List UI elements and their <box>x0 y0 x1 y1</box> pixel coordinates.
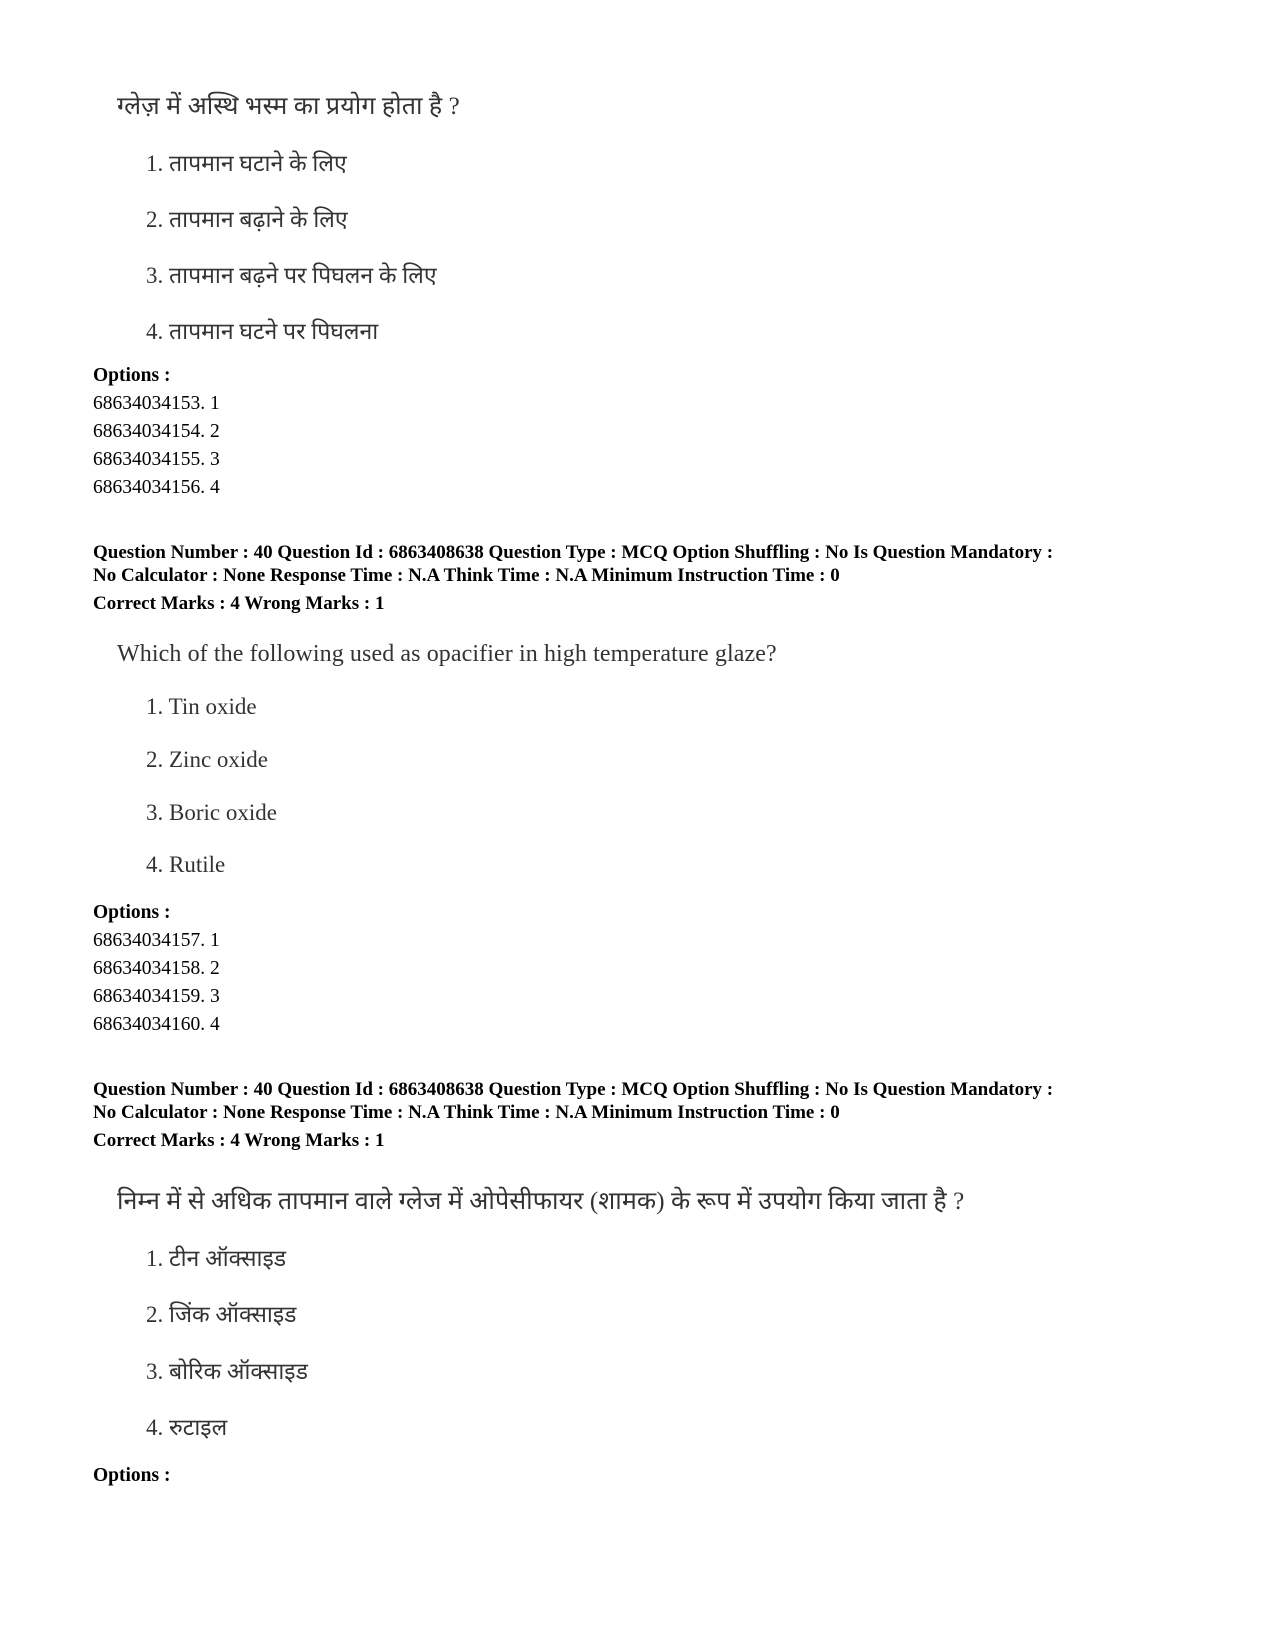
question-option-3-2: 2. जिंक ऑक्साइड <box>146 1302 297 1327</box>
question-option-3-4: 4. रुटाइल <box>146 1415 228 1440</box>
option-id-2-3: 68634034159. 3 <box>93 986 220 1007</box>
question-text-1: ग्लेज़ में अस्थि भस्म का प्रयोग होता है ? <box>117 93 460 120</box>
question-meta-3-line1: Question Number : 40 Question Id : 6863408638 Question Type : MCQ Option Shuffling : No Is Question Mandatory : <box>93 1079 1054 1100</box>
options-heading-2: Options : <box>93 902 171 923</box>
option-id-1-2: 68634034154. 2 <box>93 421 220 442</box>
question-marks-2: Correct Marks : 4 Wrong Marks : 1 <box>93 593 385 614</box>
option-id-1-1: 68634034153. 1 <box>93 393 220 414</box>
option-id-1-4: 68634034156. 4 <box>93 477 220 498</box>
option-id-2-1: 68634034157. 1 <box>93 930 220 951</box>
question-meta-2-line1: Question Number : 40 Question Id : 6863408638 Question Type : MCQ Option Shuffling : No Is Question Mandatory : <box>93 542 1054 563</box>
question-option-3-1: 1. टीन ऑक्साइड <box>146 1246 287 1271</box>
question-option-2-1: 1. Tin oxide <box>146 694 257 719</box>
question-meta-2-line2: No Calculator : None Response Time : N.A Think Time : N.A Minimum Instruction Time : 0 <box>93 565 840 586</box>
question-option-2-4: 4. Rutile <box>146 852 226 877</box>
option-id-2-4: 68634034160. 4 <box>93 1014 220 1035</box>
options-heading-1: Options : <box>93 365 171 386</box>
options-heading-3: Options : <box>93 1465 171 1486</box>
question-option-2-3: 3. Boric oxide <box>146 800 277 825</box>
question-option-3-3: 3. बोरिक ऑक्साइड <box>146 1359 308 1384</box>
question-option-1-4: 4. तापमान घटने पर पिघलना <box>146 319 379 344</box>
question-marks-3: Correct Marks : 4 Wrong Marks : 1 <box>93 1130 385 1151</box>
option-id-1-3: 68634034155. 3 <box>93 449 220 470</box>
question-text-3: निम्न में से अधिक तापमान वाले ग्लेज में ओपेसीफायर (शामक) के रूप में उपयोग किया जाता है ? <box>117 1188 965 1215</box>
question-option-2-2: 2. Zinc oxide <box>146 747 268 772</box>
question-option-1-1: 1. तापमान घटाने के लिए <box>146 151 347 176</box>
question-meta-3-line2: No Calculator : None Response Time : N.A Think Time : N.A Minimum Instruction Time : 0 <box>93 1102 840 1123</box>
question-text-2: Which of the following used as opacifier in high temperature glaze? <box>117 641 777 667</box>
option-id-2-2: 68634034158. 2 <box>93 958 220 979</box>
question-option-1-3: 3. तापमान बढ़ने पर पिघलन के लिए <box>146 263 437 288</box>
question-option-1-2: 2. तापमान बढ़ाने के लिए <box>146 207 348 232</box>
